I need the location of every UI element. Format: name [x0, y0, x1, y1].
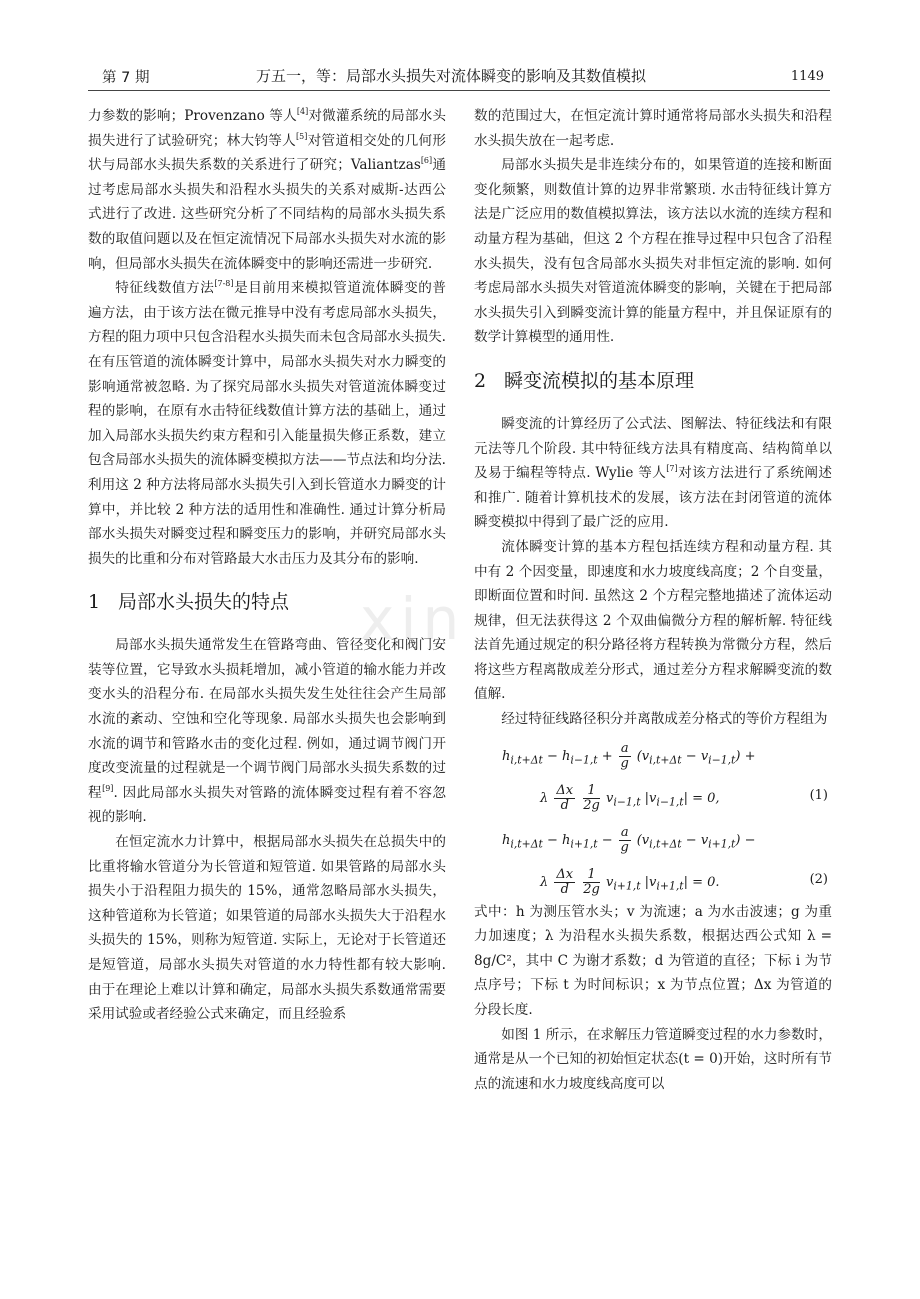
paragraph: 局部水头损失是非连续分布的，如果管道的连接和断面变化频繁，则数值计算的边界非常繁琐. 水击特征线计算方法是广泛应用的数值模拟算法，该方法以水流的连续方程和动量方程为基础，但这 2 个方程在推导过程中只包含了沿程水头损失，没有包含局部水头损失对非恒定流的影响. 如何考虑局部水头损失对管道流体瞬变的影响，关键在于把局部水头损失引入到瞬变流计算的能量方程中，并且保证原有的数学计算模型的通用性.: [474, 157, 832, 346]
citation[interactable]: [7]: [666, 464, 678, 474]
left-column: [88, 104, 446, 1027]
paragraph: 式中：h 为测压管水头；v 为流速；a 为水击波速；g 为重力加速度；λ 为沿程水头损失系数，根据达西公式知 λ = 8g/C²，其中 C 为谢才系数；d 为管道的直径；下标 i 为节点序号；下标 t 为时间标识；x 为节点位置；Δx 为管道的分段长度.: [474, 903, 832, 1019]
equation-number: (2): [809, 871, 828, 887]
paragraph: 力参数的影响；Provenzano 等人[4]对微灌系统的局部水头损失进行了试验研究；林大钧等人[5]对管道相交处的几何形状与局部水头损失系数的关系进行了研究；Valiantzas[6]通过考虑局部水头损失和沿程水头损失的关系对威斯-达西公式进行了改进. 这些研究分析了不同结构的局部水头损失系数的取值问题以及在恒定流情况下局部水头损失对水流的影响，但局部水头损失在流体瞬变中的影响还需进一步研究.: [88, 107, 447, 272]
paragraph: 流体瞬变计算的基本方程包括连续方程和动量方程. 其中有 2 个因变量，即速度和水力坡度线高度；2 个自变量，即断面位置和时间. 虽然这 2 个方程完整地描述了流体运动规律，但无法获得这 2 个双曲偏微分方程的解析解. 特征线法首先通过规定的积分路径将方程转换为常微分方程，然后将这些方程离散成差分形式，通过差分方程求解瞬变流的数值解.: [474, 538, 832, 703]
issue-number: 第 7 期: [102, 70, 150, 86]
equation-2b: λ $\frac{\Delta x}{d}$ $\frac{1}{2g}$ $v_{i+1,t}$ $|v_{i+1,t}| = 0$. (2): [540, 866, 828, 897]
citation[interactable]: [5]: [296, 131, 308, 141]
paragraph: 局部水头损失通常发生在管路弯曲、管径变化和阀门安装等位置，它导致水头损耗增加，减小管道的输水能力并改变水头的沿程分布. 在局部水头损失发生处往往会产生局部水流的紊动、空蚀和空化等现象. 局部水头损失也会影响到水流的调节和管路水击的变化过程. 例如，通过调节阀门开度改变流量的过程就是一个调节阀门局部水头损失系数的过程[9]. 因此局部水头损失对管路的流体瞬变过程有着不容忽视的影响.: [88, 637, 447, 826]
right-column: [474, 104, 832, 1096]
citation[interactable]: [4]: [296, 107, 309, 116]
paragraph: 如图 1 所示，在求解压力管道瞬变过程的水力参数时，通常是从一个已知的初始恒定状态(t = 0)开始，这时所有节点的流速和水力坡度线高度可以: [474, 1026, 832, 1092]
paragraph: 经过特征线路径积分并离散成差分格式的等价方程组为: [501, 711, 828, 728]
paragraph: 瞬变流的计算经历了公式法、图解法、特征线法和有限元法等几个阶段. 其中特征线方法具有精度高、结构简单以及易于编程等特点. Wylie 等人[7]对该方法进行了系统阐述和推广. 随着计算机技术的发展，该方法在封闭管道的流体瞬变模拟中得到了最广泛的应用.: [474, 415, 832, 531]
equation-2a: $h_{i,t+\Delta t} - h_{i+1,t}$ − $\frac{a}{g}$ $(v_{i,t+\Delta t} - v_{i+1,t})$ −: [502, 824, 756, 855]
equation-1a: $h_{i,t+\Delta t} - h_{i-1,t}$ + $\frac{a}{g}$ $(v_{i,t+\Delta t} - v_{i-1,t})$ +: [502, 740, 756, 771]
citation[interactable]: [7-8]: [214, 279, 234, 289]
paragraph: 特征线数值方法[7-8]是目前用来模拟管道流体瞬变的普遍方法，由于该方法在微元推导中没有考虑局部水头损失，方程的阻力项中只包含沿程水头损失而未包含局部水头损失. 在有压管道的流体瞬变计算中，局部水头损失对水力瞬变的影响通常被忽略. 为了探究局部水头损失对管道流体瞬变过程的影响，在原有水击特征线数值计算方法的基础上，通过加入局部水头损失约束方程和引入能量损失修正系数，建立包含局部水头损失的流体瞬变模拟方法——节点法和均分法. 利用这 2 种方法将局部水头损失引入到长管道水力瞬变的计算中，并比较 2 种方法的适用性和准确性. 通过计算分析局部水头损失对瞬变过程和瞬变压力的影响，并研究局部水头损失的比重和分布对管路最大水击压力及其分布的影响.: [88, 279, 447, 567]
header-rule: [88, 90, 830, 91]
page-number: 1149: [790, 69, 824, 84]
section-heading-1: 1 局部水头损失的特点: [88, 591, 290, 614]
equation-number: (1): [809, 787, 828, 803]
watermark: xin: [360, 585, 466, 653]
section-heading-2: 2 瞬变流模拟的基本原理: [474, 369, 695, 392]
running-header: [88, 60, 830, 90]
paragraph: 在恒定流水力计算中，根据局部水头损失在总损失中的比重将输水管道分为长管道和短管道. 如果管路的局部水头损失小于沿程阻力损失的 15%，通常忽略局部水头损失，这种管道称为长管道；如果管道的局部水头损失大于沿程水头损失的 15%，则称为短管道. 实际上，无论对于长管道还是短管道，局部水头损失对管道的水力特性都有较大影响. 由于在理论上难以计算和确定，局部水头损失系数通常需要采用试验或者经验公式来确定，而且经验系: [88, 834, 446, 1023]
running-title: 万五一，等：局部水头损失对流体瞬变的影响及其数值模拟: [256, 67, 647, 85]
citation[interactable]: [6]: [420, 156, 433, 166]
equation-1b: λ $\frac{\Delta x}{d}$ $\frac{1}{2g}$ $v_{i-1,t}$ $|v_{i-1,t}| = 0$, (1): [540, 782, 828, 813]
paragraph: 数的范围过大，在恒定流计算时通常将局部水头损失和沿程水头损失放在一起考虑.: [474, 108, 832, 149]
citation[interactable]: [9]: [102, 783, 114, 793]
